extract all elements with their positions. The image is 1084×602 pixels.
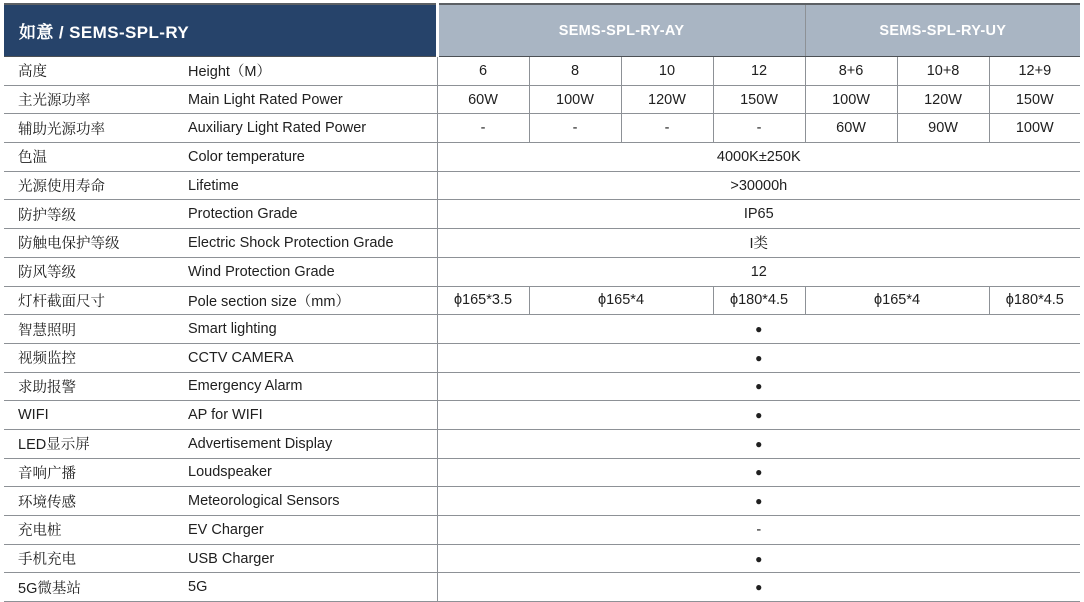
row-label-cn: LED显示屏 — [4, 429, 186, 458]
row-label-cn: 音响广播 — [4, 458, 186, 487]
table-row-led-display — [4, 429, 1080, 458]
row-label-en: Lifetime — [186, 171, 437, 200]
table-row-color-temp — [4, 143, 1080, 172]
feature-bullet: ● — [437, 401, 1080, 430]
row-label-en: Emergency Alarm — [186, 372, 437, 401]
value-cell: ϕ165*3.5 — [437, 286, 529, 315]
row-label-cn: 手机充电 — [4, 544, 186, 573]
value-cell: 100W — [529, 85, 621, 114]
table-row-emergency-alarm — [4, 372, 1080, 401]
row-label-en: Color temperature — [186, 143, 437, 172]
table-row-aux-power — [4, 114, 1080, 143]
value-cell: 10 — [621, 57, 713, 86]
row-label-cn: 光源使用寿命 — [4, 171, 186, 200]
row-label-cn: 环境传感 — [4, 487, 186, 516]
table-row-pole-size — [4, 286, 1080, 315]
feature-bullet: ● — [437, 487, 1080, 516]
value-cell: 150W — [713, 85, 805, 114]
row-label-cn: 防风等级 — [4, 257, 186, 286]
value-cell: 6 — [437, 57, 529, 86]
product-title: 如意 / SEMS-SPL-RY — [4, 4, 437, 57]
feature-bullet: ● — [437, 573, 1080, 602]
table-row-loudspeaker — [4, 458, 1080, 487]
row-label-en: Main Light Rated Power — [186, 85, 437, 114]
value-cell: - — [529, 114, 621, 143]
value-cell: 60W — [437, 85, 529, 114]
row-label-en: Electric Shock Protection Grade — [186, 229, 437, 258]
row-label-cn: 防护等级 — [4, 200, 186, 229]
row-label-cn: 灯杆截面尺寸 — [4, 286, 186, 315]
column-group-ay: SEMS-SPL-RY-AY — [437, 4, 805, 57]
table-row-smart-lighting — [4, 315, 1080, 344]
row-label-cn: 充电桩 — [4, 516, 186, 545]
row-label-en: Loudspeaker — [186, 458, 437, 487]
row-label-cn: 色温 — [4, 143, 186, 172]
row-label-en: Smart lighting — [186, 315, 437, 344]
row-label-en: EV Charger — [186, 516, 437, 545]
column-group-uy: SEMS-SPL-RY-UY — [805, 4, 1080, 57]
feature-bullet: ● — [437, 429, 1080, 458]
row-label-en: Pole section size（mm） — [186, 286, 437, 315]
value-cell: - — [437, 114, 529, 143]
value-cell: - — [621, 114, 713, 143]
merged-value-cell: I类 — [437, 229, 1080, 258]
table-row-wifi — [4, 401, 1080, 430]
table-header-row — [4, 4, 1080, 57]
value-cell: 90W — [897, 114, 989, 143]
merged-value-cell: - — [437, 516, 1080, 545]
row-label-en: Advertisement Display — [186, 429, 437, 458]
row-label-en: Wind Protection Grade — [186, 257, 437, 286]
value-cell: 12+9 — [989, 57, 1080, 86]
row-label-en: 5G — [186, 573, 437, 602]
row-label-cn: 求助报警 — [4, 372, 186, 401]
value-cell: ϕ180*4.5 — [713, 286, 805, 315]
row-label-cn: WIFI — [4, 401, 186, 430]
feature-bullet: ● — [437, 343, 1080, 372]
table-row-protection-grade — [4, 200, 1080, 229]
merged-value-cell: >30000h — [437, 171, 1080, 200]
spec-table — [4, 3, 1080, 602]
table-row-height — [4, 57, 1080, 86]
merged-value-cell: 4000K±250K — [437, 143, 1080, 172]
table-row-sensors — [4, 487, 1080, 516]
table-row-cctv — [4, 343, 1080, 372]
table-row-usb-charger — [4, 544, 1080, 573]
row-label-cn: 辅助光源功率 — [4, 114, 186, 143]
value-cell: ϕ180*4.5 — [989, 286, 1080, 315]
row-label-cn: 5G微基站 — [4, 573, 186, 602]
row-label-cn: 高度 — [4, 57, 186, 86]
value-cell: 12 — [713, 57, 805, 86]
row-label-en: USB Charger — [186, 544, 437, 573]
value-cell: 150W — [989, 85, 1080, 114]
feature-bullet: ● — [437, 372, 1080, 401]
row-label-cn: 智慧照明 — [4, 315, 186, 344]
merged-value-cell: IP65 — [437, 200, 1080, 229]
table-row-main-power — [4, 85, 1080, 114]
value-cell: 100W — [989, 114, 1080, 143]
feature-bullet: ● — [437, 458, 1080, 487]
table-row-shock-protection — [4, 229, 1080, 258]
row-label-cn: 主光源功率 — [4, 85, 186, 114]
merged-value-cell: ϕ165*4 — [529, 286, 713, 315]
value-cell: 10+8 — [897, 57, 989, 86]
feature-bullet: ● — [437, 544, 1080, 573]
row-label-en: Protection Grade — [186, 200, 437, 229]
row-label-cn: 视频监控 — [4, 343, 186, 372]
feature-bullet: ● — [437, 315, 1080, 344]
merged-value-cell: ϕ165*4 — [805, 286, 989, 315]
row-label-en: CCTV CAMERA — [186, 343, 437, 372]
row-label-en: AP for WIFI — [186, 401, 437, 430]
merged-value-cell: 12 — [437, 257, 1080, 286]
table-row-lifetime — [4, 171, 1080, 200]
row-label-en: Meteorological Sensors — [186, 487, 437, 516]
value-cell: 120W — [897, 85, 989, 114]
value-cell: 120W — [621, 85, 713, 114]
value-cell: 8 — [529, 57, 621, 86]
table-row-5g — [4, 573, 1080, 602]
table-row-wind-grade — [4, 257, 1080, 286]
row-label-cn: 防触电保护等级 — [4, 229, 186, 258]
row-label-en: Auxiliary Light Rated Power — [186, 114, 437, 143]
value-cell: 8+6 — [805, 57, 897, 86]
table-row-ev-charger — [4, 516, 1080, 545]
value-cell: 100W — [805, 85, 897, 114]
value-cell: 60W — [805, 114, 897, 143]
row-label-en: Height（M） — [186, 57, 437, 86]
value-cell: - — [713, 114, 805, 143]
